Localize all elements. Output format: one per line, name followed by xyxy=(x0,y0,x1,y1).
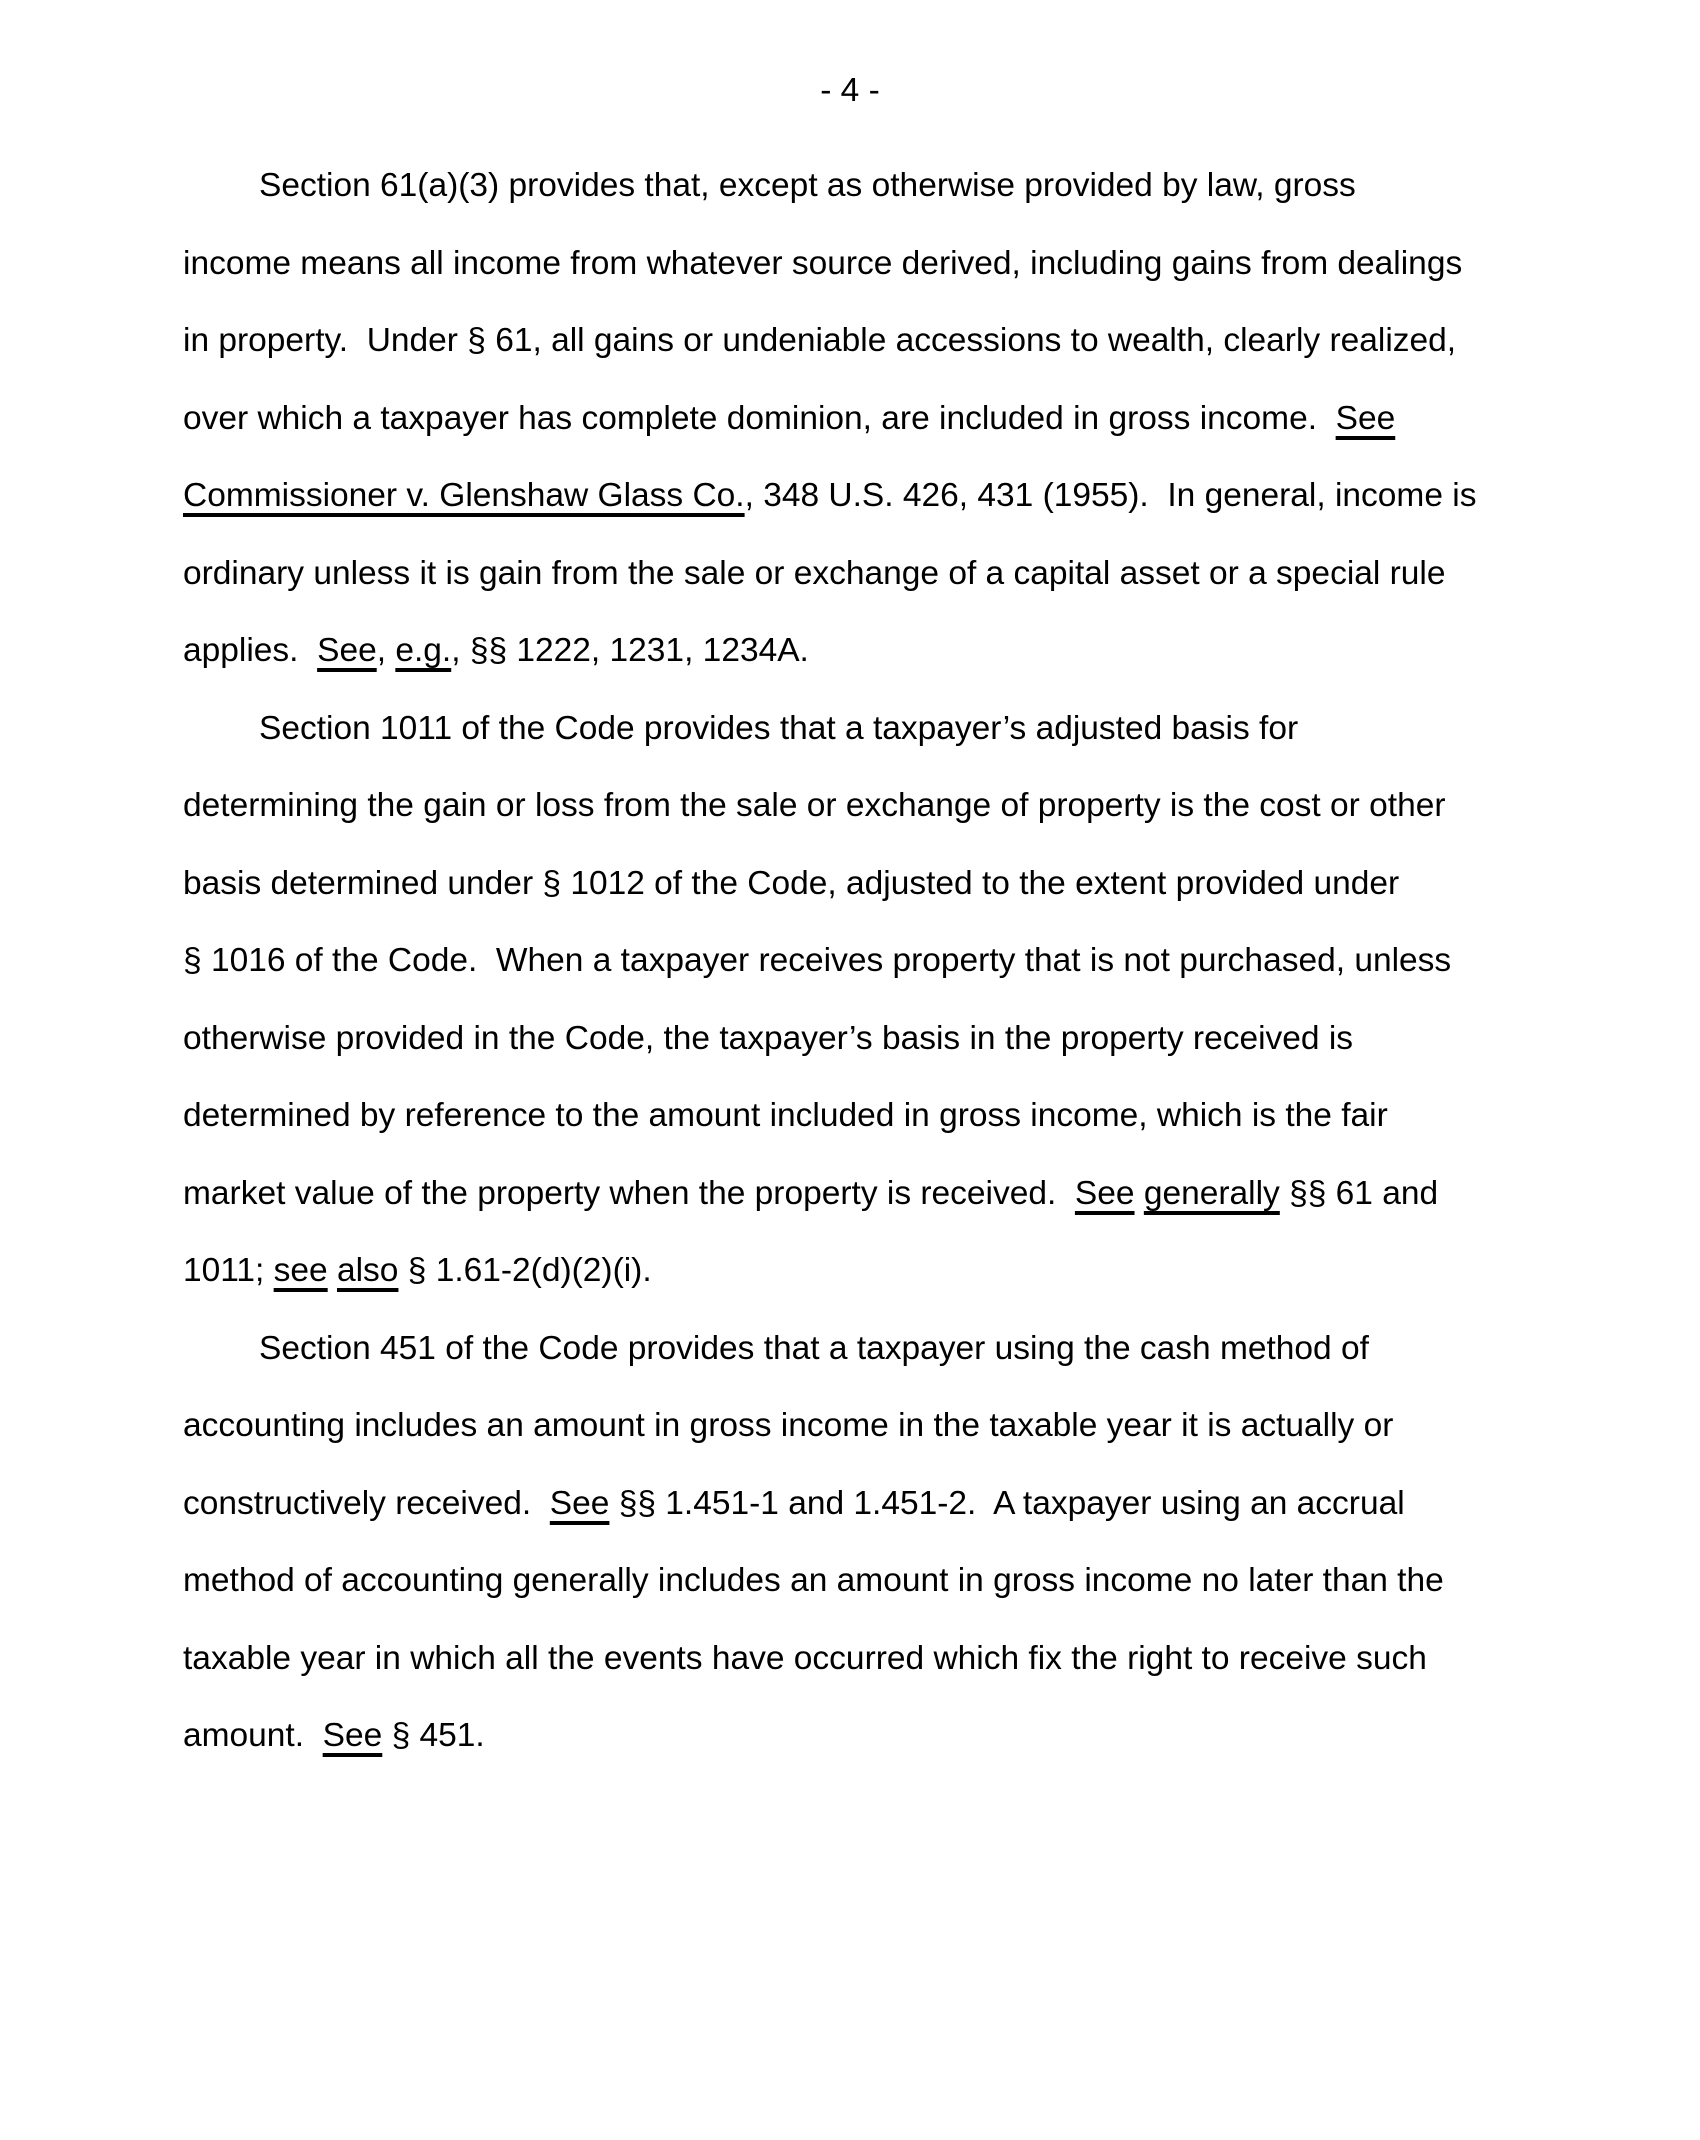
text-segment: , 348 U.S. 426, 431 (1955). In general, income is xyxy=(744,477,1477,514)
underlined-text: See xyxy=(317,632,377,669)
text-segment: taxable year in which all the events have occurred which fix the right to receive such xyxy=(183,1639,1427,1677)
text-line xyxy=(183,380,1633,458)
text-segment: determining the gain or loss from the sale or exchange of property is the cost or other xyxy=(183,787,1446,824)
text-line xyxy=(183,302,1633,380)
text-line xyxy=(183,1077,1633,1155)
underlined-text: see xyxy=(273,1252,328,1289)
text-segment: determined by reference to the amount included in gross income, which is the fair xyxy=(183,1097,1388,1134)
text-segment: , §§ 1222, 1231, 1234A. xyxy=(451,632,809,669)
text-segment: amount. xyxy=(183,1717,323,1754)
text-line xyxy=(183,147,1633,225)
underlined-text: generally xyxy=(1143,1174,1280,1212)
text-line xyxy=(183,1465,1633,1543)
underlined-text: Commissioner v. Glenshaw Glass Co. xyxy=(183,477,745,514)
underlined-text: See xyxy=(322,1717,383,1754)
text-line xyxy=(183,535,1633,613)
text-segment: accounting includes an amount in gross income in the taxable year it is actually or xyxy=(183,1407,1394,1444)
paragraph xyxy=(183,147,1633,690)
text-segment: §§ 61 and xyxy=(1279,1174,1439,1212)
text-line xyxy=(183,1232,1633,1310)
text-line xyxy=(183,612,1633,690)
text-line xyxy=(183,1310,1633,1388)
text-segment: Section 61(a)(3) provides that, except as otherwise provided by law, gross xyxy=(259,167,1356,204)
text-line xyxy=(183,457,1633,535)
text-segment: , xyxy=(376,632,396,669)
text-segment: market value of the property when the property is received. xyxy=(183,1174,1075,1212)
underlined-text: See xyxy=(1074,1174,1135,1212)
text-segment xyxy=(1135,1175,1144,1212)
text-line xyxy=(183,1155,1633,1233)
text-segment: §§ 1.451-1 and 1.451-2. A taxpayer using an accrual xyxy=(609,1484,1405,1522)
text-segment: basis determined under § 1012 of the Code, adjusted to the extent provided under xyxy=(183,864,1400,902)
text-segment: Section 451 of the Code provides that a taxpayer using the cash method of xyxy=(259,1329,1369,1367)
text-segment: method of accounting generally includes an amount in gross income no later than the xyxy=(183,1562,1444,1599)
text-segment: constructively received. xyxy=(183,1484,550,1522)
text-line xyxy=(183,1542,1633,1620)
text-line xyxy=(183,1697,1633,1775)
text-line xyxy=(183,1000,1633,1078)
text-segment: applies. xyxy=(183,632,318,669)
text-segment: 1011; xyxy=(183,1252,274,1289)
underlined-text: See xyxy=(549,1484,610,1522)
text-segment: Section 1011 of the Code provides that a taxpayer’s adjusted basis for xyxy=(259,709,1299,747)
underlined-text: See xyxy=(1335,399,1396,437)
text-line xyxy=(183,922,1633,1000)
paragraph xyxy=(183,1310,1633,1775)
underlined-text: e.g. xyxy=(395,632,452,669)
text-line xyxy=(183,1620,1633,1698)
text-line xyxy=(183,1387,1633,1465)
underlined-text: also xyxy=(336,1252,399,1289)
text-segment: § 1016 of the Code. When a taxpayer receives property that is not purchased, unless xyxy=(183,942,1452,979)
document-body xyxy=(183,147,1633,1775)
text-segment: income means all income from whatever source derived, including gains from dealings xyxy=(183,244,1463,282)
text-segment xyxy=(328,1252,337,1289)
text-segment: § 451. xyxy=(382,1717,485,1754)
text-segment: over which a taxpayer has complete dominion, are included in gross income. xyxy=(183,399,1336,437)
text-line xyxy=(183,845,1633,923)
text-line xyxy=(183,690,1633,768)
text-segment: in property. Under § 61, all gains or undeniable accessions to wealth, clearly realized, xyxy=(183,322,1457,359)
text-segment: otherwise provided in the Code, the taxpayer’s basis in the property received is xyxy=(183,1019,1354,1057)
page-number: - 4 - xyxy=(820,72,880,109)
text-line xyxy=(183,225,1633,303)
text-line xyxy=(183,767,1633,845)
text-segment: § 1.61-2(d)(2)(i). xyxy=(398,1252,652,1289)
paragraph xyxy=(183,690,1633,1310)
text-segment: ordinary unless it is gain from the sale or exchange of a capital asset or a special rule xyxy=(183,554,1446,592)
